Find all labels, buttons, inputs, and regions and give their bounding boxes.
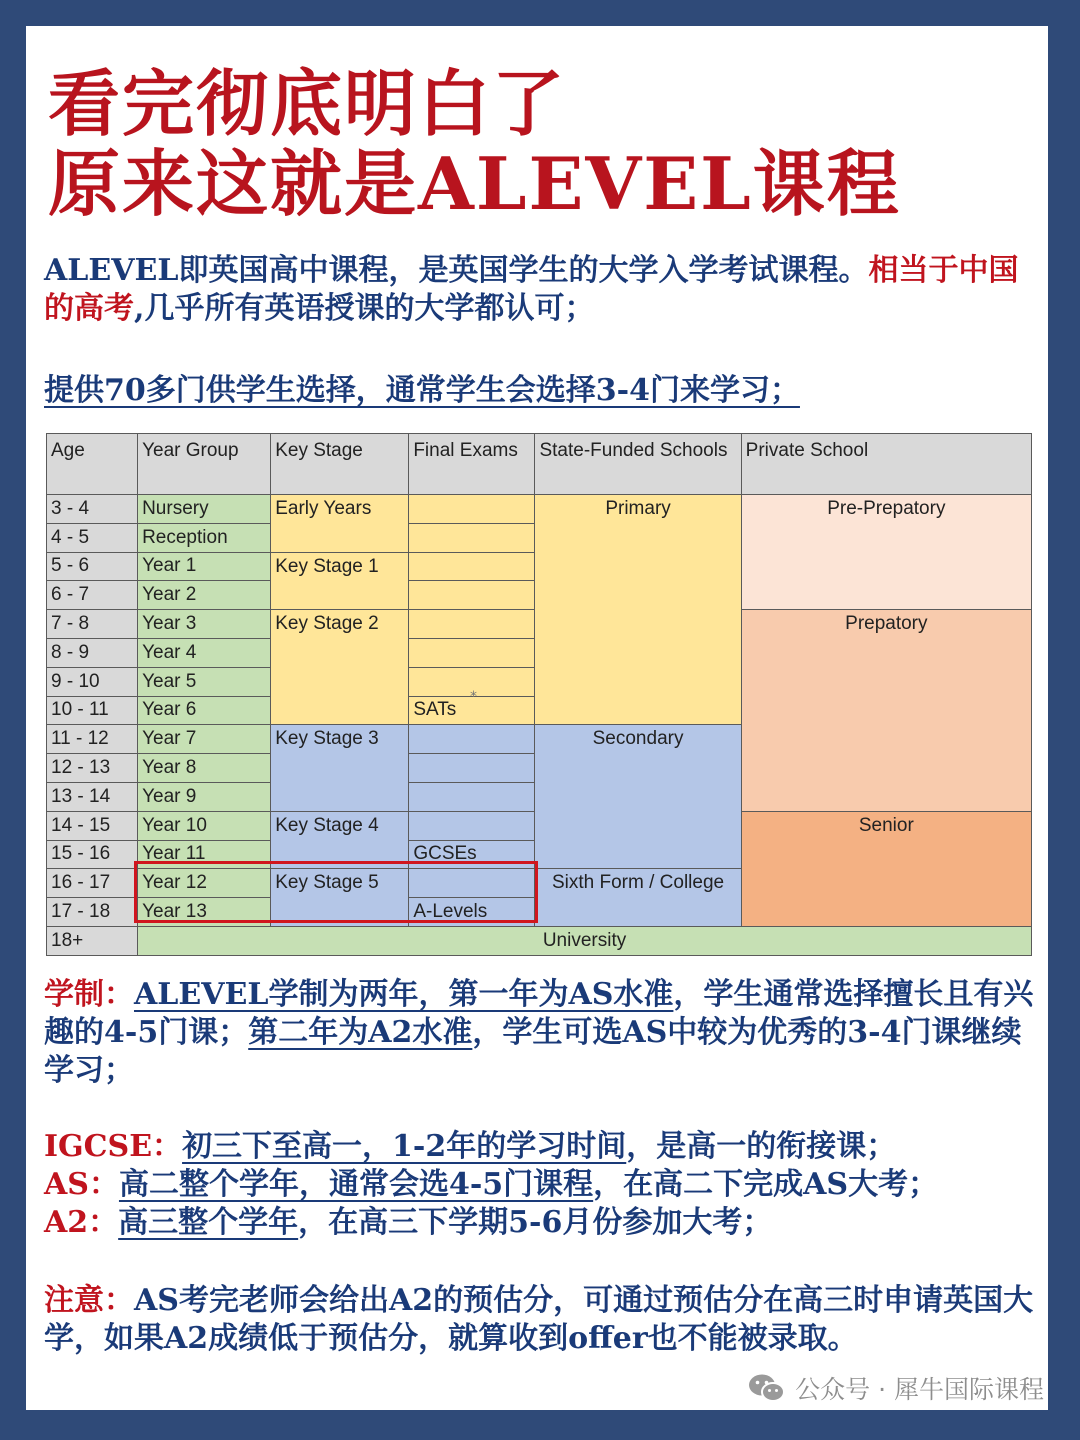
igcse-underlined: 初三下至高一，1-2年的学习时间 bbox=[182, 1129, 627, 1164]
intro-highlight: 相当于中国的高考 bbox=[44, 253, 1019, 326]
igcse-label: IGCSE： bbox=[44, 1129, 183, 1164]
exam-cell-alevels: A-Levels bbox=[409, 898, 535, 927]
igcse-rest: ，是高一的衔接课； bbox=[626, 1129, 897, 1164]
key-stage-cell: Key Stage 4 bbox=[271, 811, 409, 869]
subjects-text: 提供70多门供学生选择，通常学生会选择3-4门来学习； bbox=[44, 373, 800, 408]
year-cell: Year 1 bbox=[138, 552, 271, 581]
content-card bbox=[26, 26, 1048, 1410]
age-cell: 11 - 12 bbox=[47, 725, 138, 754]
exam-cell bbox=[409, 725, 535, 754]
exam-cell bbox=[409, 811, 535, 840]
stages-paragraph bbox=[44, 1128, 1034, 1242]
sats-asterisk: * bbox=[470, 689, 477, 705]
wechat-icon bbox=[747, 1372, 787, 1404]
year-cell: Year 4 bbox=[138, 638, 271, 667]
stages-table bbox=[46, 433, 1032, 956]
age-cell: 9 - 10 bbox=[47, 667, 138, 696]
a2-line bbox=[44, 1204, 1034, 1242]
year-cell: Reception bbox=[138, 523, 271, 552]
exam-cell bbox=[409, 869, 535, 898]
header-age: Age bbox=[47, 434, 138, 495]
year-cell: Year 9 bbox=[138, 782, 271, 811]
year-cell: Nursery bbox=[138, 495, 271, 524]
private-prep-cell: Prepatory bbox=[741, 610, 1031, 812]
header-private-school: Private School bbox=[741, 434, 1031, 495]
title-line-2: 原来这就是ALEVEL课程 bbox=[48, 141, 901, 226]
age-cell: 4 - 5 bbox=[47, 523, 138, 552]
year-cell: Year 11 bbox=[138, 840, 271, 869]
note-text: AS考完老师会给出A2的预估分，可通过预估分在高三时申请英国大学，如果A2成绩低于预估分，就算收到offer也不能被录取。 bbox=[44, 1283, 1034, 1356]
header-final-exams: Final Exams bbox=[409, 434, 535, 495]
university-cell: University bbox=[138, 926, 1032, 955]
key-stage-cell: Key Stage 2 bbox=[271, 610, 409, 725]
key-stage-cell: Key Stage 5 bbox=[271, 869, 409, 927]
exam-cell bbox=[409, 523, 535, 552]
table-row bbox=[47, 495, 1032, 524]
key-stage-cell: Key Stage 1 bbox=[271, 552, 409, 610]
as-line bbox=[44, 1166, 1034, 1204]
year-cell: Year 13 bbox=[138, 898, 271, 927]
intro-text: ALEVEL即英国高中课程，是英国学生的大学入学考试课程。 bbox=[44, 253, 869, 288]
footer-watermark bbox=[747, 1370, 1044, 1406]
age-cell: 15 - 16 bbox=[47, 840, 138, 869]
footer-text: 公众号 · 犀牛国际课程 bbox=[795, 1375, 1044, 1404]
exam-cell bbox=[409, 552, 535, 581]
exam-cell-sats: SATs bbox=[409, 696, 535, 725]
age-cell: 7 - 8 bbox=[47, 610, 138, 639]
private-preprep-cell: Pre-Prepatory bbox=[741, 495, 1031, 610]
exam-cell-gcses: GCSEs bbox=[409, 840, 535, 869]
exam-cell bbox=[409, 638, 535, 667]
age-cell: 6 - 7 bbox=[47, 581, 138, 610]
age-cell: 13 - 14 bbox=[47, 782, 138, 811]
as-underlined: 高二整个学年，通常会选4-5门课程 bbox=[118, 1167, 594, 1202]
exam-cell bbox=[409, 581, 535, 610]
age-cell: 8 - 9 bbox=[47, 638, 138, 667]
year-cell: Year 3 bbox=[138, 610, 271, 639]
year-cell: Year 2 bbox=[138, 581, 271, 610]
header-key-stage: Key Stage bbox=[271, 434, 409, 495]
year-cell: Year 7 bbox=[138, 725, 271, 754]
table-header-row bbox=[47, 434, 1032, 495]
a2-underlined: 高三整个学年 bbox=[118, 1205, 299, 1240]
as-rest: ，在高二下完成AS大考； bbox=[593, 1167, 939, 1202]
header-year-group: Year Group bbox=[138, 434, 271, 495]
title-line-1: 看完彻底明白了 bbox=[48, 61, 567, 146]
system-year2: 第二年为A2水准 bbox=[248, 1015, 473, 1050]
note-label: 注意： bbox=[44, 1283, 134, 1318]
state-secondary-cell: Secondary bbox=[535, 725, 741, 869]
private-senior-cell: Senior bbox=[741, 811, 1031, 926]
age-cell: 18+ bbox=[47, 926, 138, 955]
system-paragraph bbox=[44, 976, 1034, 1090]
key-stage-cell: Key Stage 3 bbox=[271, 725, 409, 811]
igcse-line bbox=[44, 1128, 1034, 1166]
exam-cell bbox=[409, 610, 535, 639]
a2-label: A2： bbox=[44, 1205, 119, 1240]
a2-rest: ，在高三下学期5-6月份参加大考； bbox=[298, 1205, 773, 1240]
age-cell: 14 - 15 bbox=[47, 811, 138, 840]
age-cell: 3 - 4 bbox=[47, 495, 138, 524]
note-paragraph bbox=[44, 1282, 1034, 1358]
table-row bbox=[47, 926, 1032, 955]
exam-cell bbox=[409, 782, 535, 811]
age-cell: 16 - 17 bbox=[47, 869, 138, 898]
as-label: AS： bbox=[44, 1167, 119, 1202]
key-stage-cell: Early Years bbox=[271, 495, 409, 553]
system-year1: ALEVEL学制为两年，第一年为AS水准 bbox=[134, 977, 674, 1012]
year-cell: Year 5 bbox=[138, 667, 271, 696]
exam-cell bbox=[409, 754, 535, 783]
year-cell: Year 6 bbox=[138, 696, 271, 725]
age-cell: 10 - 11 bbox=[47, 696, 138, 725]
state-primary-cell: Primary bbox=[535, 495, 741, 725]
system-text-2: ，学生通常选择擅长且有兴趣的4-5门课； bbox=[44, 977, 1034, 1050]
uk-education-table bbox=[46, 433, 1032, 949]
age-cell: 17 - 18 bbox=[47, 898, 138, 927]
age-cell: 12 - 13 bbox=[47, 754, 138, 783]
system-label: 学制： bbox=[44, 977, 134, 1012]
year-cell: Year 12 bbox=[138, 869, 271, 898]
header-state-schools: State-Funded Schools bbox=[535, 434, 741, 495]
year-cell: Year 10 bbox=[138, 811, 271, 840]
exam-cell bbox=[409, 495, 535, 524]
subjects-paragraph bbox=[44, 372, 1034, 410]
system-text-4: ，学生可选AS中较为优秀的3-4门课继续学习； bbox=[44, 1015, 1022, 1088]
age-cell: 5 - 6 bbox=[47, 552, 138, 581]
year-cell: Year 8 bbox=[138, 754, 271, 783]
state-sixth-form-cell: Sixth Form / College bbox=[535, 869, 741, 927]
intro-rest: ,几乎所有英语授课的大学都认可； bbox=[134, 291, 595, 326]
intro-paragraph bbox=[44, 252, 1034, 328]
